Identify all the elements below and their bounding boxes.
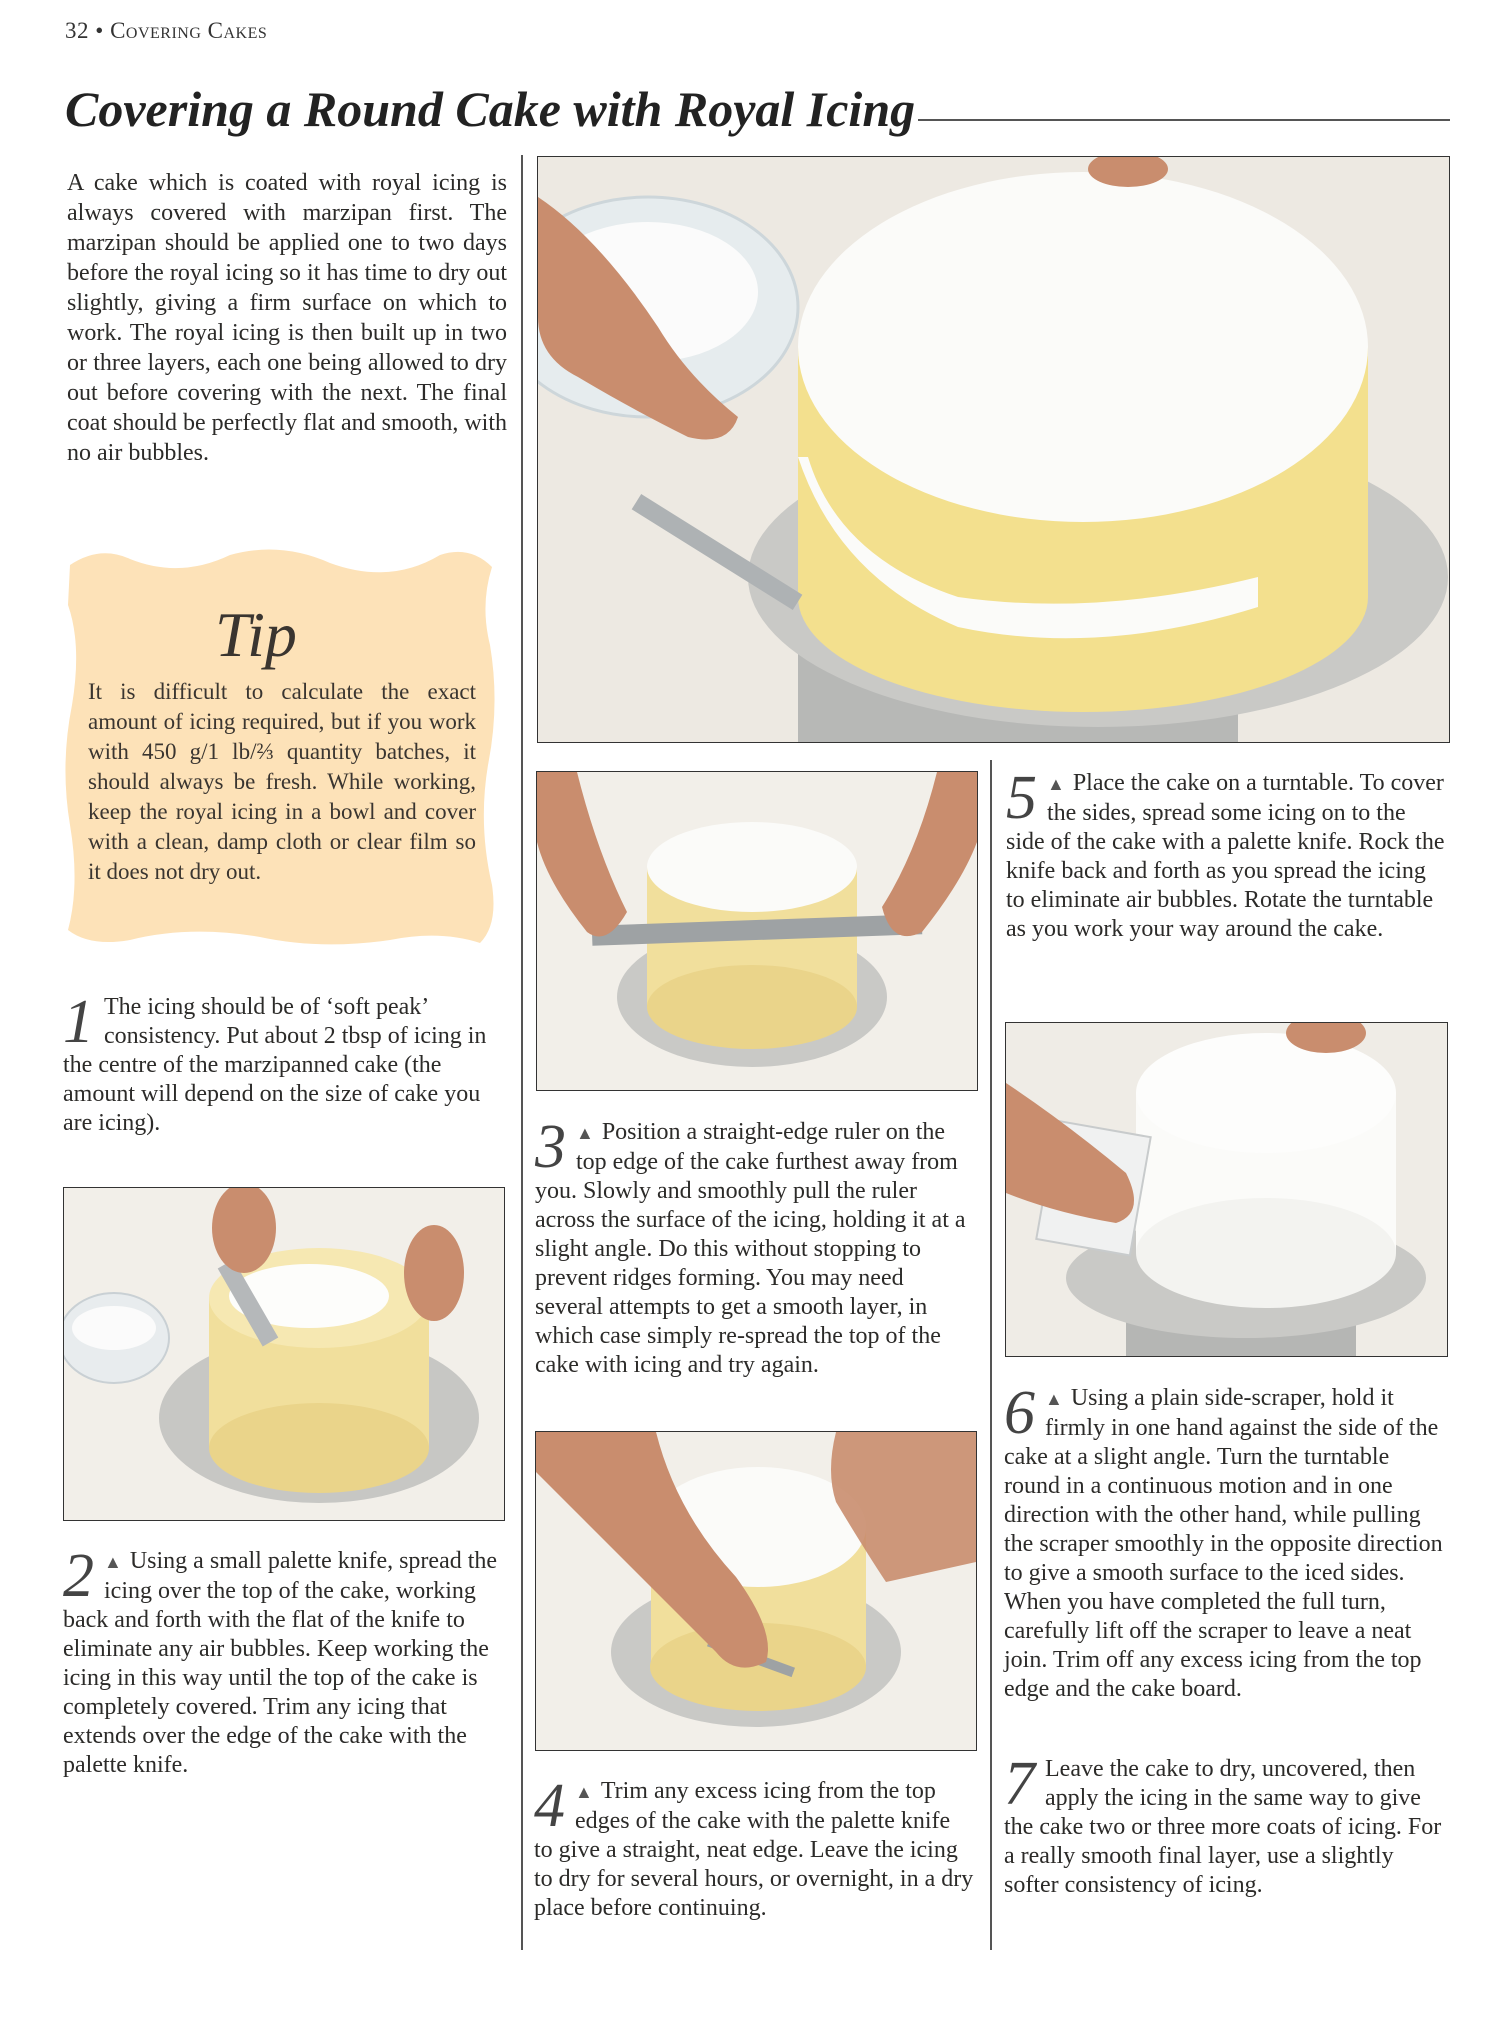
step-5 [1006,764,1446,944]
tip-text: It is difficult to calculate the exact amount of icing required, but if you work with 450 g/1 lb/⅔ quantity batches, it should always be fresh. While working, keep the royal icing in a bowl and cover with a clean, damp cloth or clear film so it does not dry out. [88,679,476,884]
triangle-marker-icon: ▲ [1047,774,1065,794]
step-3 [535,1113,975,1380]
step-number: 4 [534,1772,565,1840]
tip-title: Tip [215,599,297,670]
step-text: Trim any excess icing from the top edges of the cake with the palette knife to give a straight, neat edge. Leave the icing to dry for several hours, or overnight, in a dry place before continuing. [534,1778,974,1921]
photo-side-scraper [1005,1022,1448,1357]
step-number: 7 [1004,1750,1035,1818]
photo-spreading-icing [63,1187,505,1521]
column-rule-right [990,760,992,1950]
page-number: 32 [65,18,89,43]
triangle-marker-icon: ▲ [104,1552,122,1572]
section-name: Covering Cakes [110,18,268,43]
step-text: The icing should be of ‘soft peak’ consistency. Put about 2 tbsp of icing in the centre of the marzipanned cake (the amount will depend on the size of cake you are icing). [63,994,487,1136]
column-rule-left [521,155,523,1950]
step-text: Using a small palette knife, spread the icing over the top of the cake, working back and forth with the flat of the knife to eliminate any air bubbles. Keep working the icing in this way until the top of the cake is completely covered. Trim any icing that extends over the edge of the cake with the palette knife. [63,1548,498,1778]
step-text: Using a plain side-scraper, hold it firmly in one hand against the side of the cake at a slight angle. Turn the turntable round in a continuous motion and in one direction with the other hand, while pulling the scraper smoothly in the opposite direction to give a smooth surface to the iced sides. When you have completed the full turn, carefully lift off the scraper to leave a neat join. Trim off any excess icing from the top edge and the cake board. [1004,1385,1443,1702]
page-title: Covering a Round Cake with Royal Icing [65,81,916,137]
step-number: 5 [1006,764,1037,832]
header-bullet: • [95,18,104,43]
triangle-marker-icon: ▲ [576,1123,594,1143]
step-2 [63,1542,503,1780]
title-rule [918,119,1450,121]
step-text: Place the cake on a turntable. To cover the sides, spread some icing on to the side of the cake with a palette knife. Rock the knife back and forth as you spread the icing to eliminate air bubbles. Rotate the turntable as you work your way around the cake. [1006,770,1445,942]
intro-paragraph: A cake which is coated with royal icing is always covered with marzipan first. The marzipan should be applied one to two days before the royal icing so it has time to dry out slightly, giving a firm surface on which to work. The royal icing is then built up in two or three layers, each one being allowed to dry out before covering with the next. The final coat should be perfectly flat and smooth, with no air bubbles. [67,170,507,466]
step-number: 1 [63,988,94,1056]
photo-icing-sides [537,156,1450,743]
step-text: Position a straight-edge ruler on the top edge of the cake furthest away from you. Slowly and smoothly pull the ruler across the surface of the icing, holding it at a slight angle. Do this without stopping to prevent ridges forming. You may need several attempts to get a smooth layer, in which case simply re-spread the top of the cake with icing and try again. [535,1119,966,1378]
step-1 [63,988,503,1138]
step-number: 2 [63,1542,94,1610]
step-6 [1004,1379,1445,1704]
step-text: Leave the cake to dry, uncovered, then apply the icing in the same way to give the cake two or three more coats of icing. For a really smooth final layer, use a slightly softer consistency of icing. [1004,1756,1442,1898]
step-4 [534,1772,974,1923]
step-number: 6 [1004,1379,1035,1447]
running-header [65,18,267,44]
photo-trimming-edge [535,1431,977,1751]
step-7 [1004,1750,1445,1900]
triangle-marker-icon: ▲ [1045,1389,1063,1409]
photo-ruler-smoothing [536,771,978,1091]
triangle-marker-icon: ▲ [575,1782,593,1802]
step-number: 3 [535,1113,566,1181]
